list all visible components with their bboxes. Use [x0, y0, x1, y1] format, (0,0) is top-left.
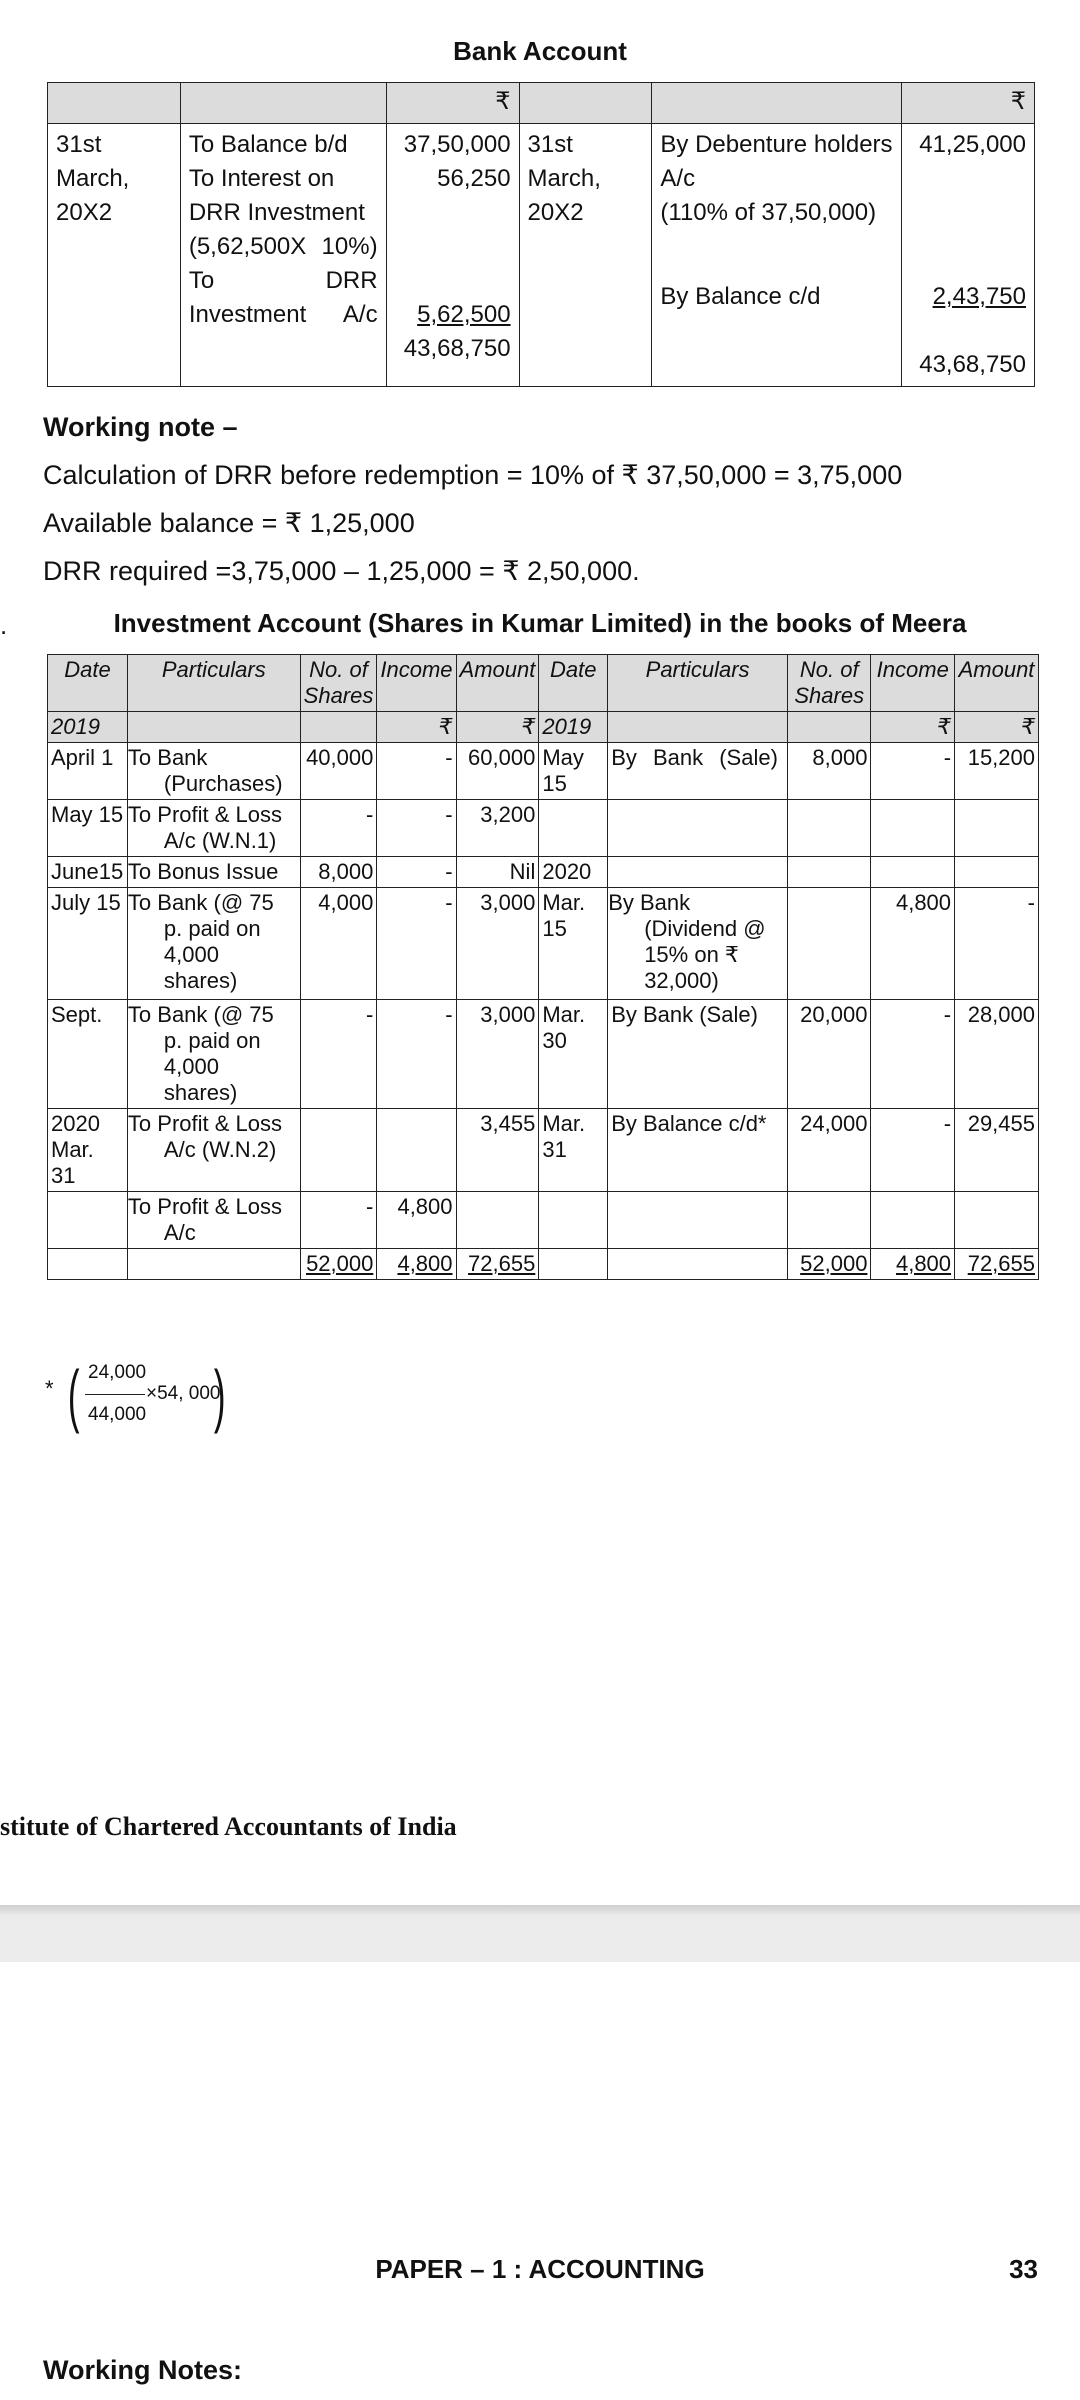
- cell: -: [871, 1000, 955, 1109]
- col-header: No. of Shares: [788, 655, 871, 712]
- cell: Sept.: [48, 1000, 128, 1109]
- cell: To Bonus Issue: [127, 857, 300, 888]
- cr-item: By Debenture holders A/c: [660, 131, 893, 192]
- dr-item: To DRR Investment A/c: [188, 267, 378, 328]
- fraction-multiplier: ×54, 000: [146, 1383, 221, 1404]
- working-note-line: DRR required =3,75,000 – 1,25,000 = ₹ 2,50,000.: [43, 556, 640, 586]
- page-2: [0, 1962, 1080, 2400]
- page-gap: [0, 1915, 1080, 1962]
- cell: By Balance c/d*: [608, 1109, 788, 1192]
- cell: May 15: [48, 800, 128, 857]
- cell: 24,000: [788, 1109, 871, 1192]
- cell: [788, 1192, 871, 1249]
- working-notes-title: Working Notes:: [43, 2355, 243, 2385]
- dr-total: 43,68,750: [403, 335, 511, 362]
- cell: -: [377, 1000, 456, 1109]
- cell: -: [871, 1109, 955, 1192]
- cell: [955, 857, 1039, 888]
- year-cell: 2019: [48, 712, 128, 743]
- cell: 60,000: [456, 743, 539, 800]
- cell: 8,000: [788, 743, 871, 800]
- cell: 2020: [539, 857, 608, 888]
- cell: Mar. 30: [539, 1000, 608, 1109]
- cr-item: By Balance c/d: [660, 283, 821, 310]
- dr-item: To Interest on DRR Investment (5,62,500X 10%): [188, 165, 378, 260]
- dr-amount: 37,50,000: [403, 131, 511, 158]
- table-row: [48, 857, 1039, 888]
- cell: [456, 1192, 539, 1249]
- cell: [377, 1109, 456, 1192]
- cell: 28,000: [955, 1000, 1039, 1109]
- cell: -: [377, 743, 456, 800]
- cell: [608, 800, 788, 857]
- table-row: [48, 743, 1039, 800]
- table-row: [48, 800, 1039, 857]
- cell: To Bank (Purchases): [127, 743, 300, 800]
- page-number: 33: [1009, 2254, 1038, 2284]
- cell: April 1: [48, 743, 128, 800]
- cell: Nil: [456, 857, 539, 888]
- cell: [608, 1192, 788, 1249]
- dr-date: 31st March, 20X2: [48, 124, 181, 387]
- page-footer: stitute of Chartered Accountants of India: [0, 1812, 457, 1841]
- investment-table: [47, 654, 1039, 1280]
- year-cell: 2019: [539, 712, 608, 743]
- cell: Mar. 15: [539, 888, 608, 1000]
- cell: To Bank (@ 75 p. paid on 4,000 shares): [127, 888, 300, 1000]
- cell: 4,000: [300, 888, 377, 1000]
- fraction-numerator: 24,000: [88, 1362, 147, 1383]
- bullet-dot: .: [0, 610, 8, 640]
- dr-amount: 56,250: [437, 165, 511, 192]
- investment-title: Investment Account (Shares in Kumar Limited) in the books of Meera: [113, 608, 967, 638]
- cell: 4,800: [377, 1192, 456, 1249]
- cell: [300, 1109, 377, 1192]
- cell: June15: [48, 857, 128, 888]
- working-note-line: Calculation of DRR before redemption = 10% of ₹ 37,50,000 = 3,75,000: [43, 460, 903, 490]
- cell: 29,455: [955, 1109, 1039, 1192]
- cell: 8,000: [300, 857, 377, 888]
- cell: 3,000: [456, 1000, 539, 1109]
- cell: 15,200: [955, 743, 1039, 800]
- cr-amount: 2,43,750: [932, 283, 1026, 310]
- cell: 4,800: [871, 888, 955, 1000]
- table-row: [48, 1000, 1039, 1109]
- cell: 2020 Mar. 31: [48, 1109, 128, 1192]
- cell: May 15: [539, 743, 608, 800]
- left-paren: (: [67, 1356, 80, 1434]
- total-cell: 52,000: [800, 1251, 868, 1276]
- cell: [539, 1192, 608, 1249]
- dr-amount: 5,62,500: [417, 301, 511, 328]
- cell: [608, 857, 788, 888]
- dr-item: To Balance b/d: [188, 131, 348, 158]
- rupee-cell: ₹: [955, 712, 1039, 743]
- bank-account-table: [47, 82, 1035, 387]
- col-header: Particulars: [608, 655, 788, 712]
- cell: -: [300, 800, 377, 857]
- col-header: Date: [539, 655, 608, 712]
- fraction-bar: [85, 1394, 145, 1395]
- col-header: No. of Shares: [300, 655, 377, 712]
- col-header: Income: [871, 655, 955, 712]
- cell: [871, 857, 955, 888]
- cell: 3,200: [456, 800, 539, 857]
- bank-account-title: Bank Account: [453, 36, 627, 66]
- rupee-cell: ₹: [456, 712, 539, 743]
- total-cell: 4,800: [397, 1251, 453, 1276]
- totals-row: [48, 1249, 1039, 1280]
- cr-date: 31st March, 20X2: [519, 124, 652, 387]
- col-header: Date: [48, 655, 128, 712]
- cell: [871, 1192, 955, 1249]
- cr-item: (110% of 37,50,000): [660, 199, 877, 226]
- working-note-line: Available balance = ₹ 1,25,000: [43, 508, 415, 538]
- cell: -: [300, 1192, 377, 1249]
- cell: [48, 1192, 128, 1249]
- cell: By Bank (Dividend @ 15% on ₹ 32,000): [608, 888, 788, 1000]
- cell: [955, 800, 1039, 857]
- cell: 3,000: [456, 888, 539, 1000]
- cr-total: 43,68,750: [919, 351, 1026, 378]
- cell: July 15: [48, 888, 128, 1000]
- col-header: Amount: [456, 655, 539, 712]
- cell: By Bank (Sale): [608, 743, 788, 800]
- cell: To Profit & Loss A/c (W.N.1): [127, 800, 300, 857]
- table-row: [48, 888, 1039, 1000]
- cr-amount: 41,25,000: [919, 131, 1026, 158]
- cell: -: [377, 857, 456, 888]
- rupee-cell: ₹: [377, 712, 456, 743]
- cell: To Profit & Loss A/c (W.N.2): [127, 1109, 300, 1192]
- cell: 3,455: [456, 1109, 539, 1192]
- total-cell: 4,800: [895, 1251, 952, 1276]
- total-cell: 72,655: [468, 1251, 536, 1276]
- page-header: PAPER – 1 : ACCOUNTING: [375, 2254, 705, 2284]
- cell: [871, 800, 955, 857]
- cell: [539, 800, 608, 857]
- cell: [955, 1192, 1039, 1249]
- rupee-cell: ₹: [871, 712, 955, 743]
- cell: To Profit & Loss A/c: [127, 1192, 300, 1249]
- rupee-header: ₹: [901, 83, 1034, 124]
- rupee-header: ₹: [386, 83, 519, 124]
- right-paren: ): [213, 1356, 226, 1434]
- total-cell: 52,000: [306, 1251, 374, 1276]
- page-divider: [0, 1905, 1080, 1915]
- cell: To Bank (@ 75 p. paid on 4,000 shares): [127, 1000, 300, 1109]
- cell: [788, 857, 871, 888]
- col-header: Amount: [955, 655, 1039, 712]
- cell: -: [377, 800, 456, 857]
- working-note-title: Working note –: [43, 412, 238, 442]
- cell: Mar. 31: [539, 1109, 608, 1192]
- cell: 40,000: [300, 743, 377, 800]
- cell: [788, 888, 871, 1000]
- cell: -: [300, 1000, 377, 1109]
- table-row: [48, 1109, 1039, 1192]
- cell: -: [377, 888, 456, 1000]
- cell: 20,000: [788, 1000, 871, 1109]
- cell: By Bank (Sale): [608, 1000, 788, 1109]
- total-cell: 72,655: [967, 1251, 1035, 1276]
- footnote-star: *: [45, 1376, 54, 1401]
- cell: -: [871, 743, 955, 800]
- table-row: [48, 1192, 1039, 1249]
- cell: -: [955, 888, 1039, 1000]
- col-header: Particulars: [127, 655, 300, 712]
- col-header: Income: [377, 655, 456, 712]
- fraction-denominator: 44,000: [88, 1404, 147, 1425]
- cell: [788, 800, 871, 857]
